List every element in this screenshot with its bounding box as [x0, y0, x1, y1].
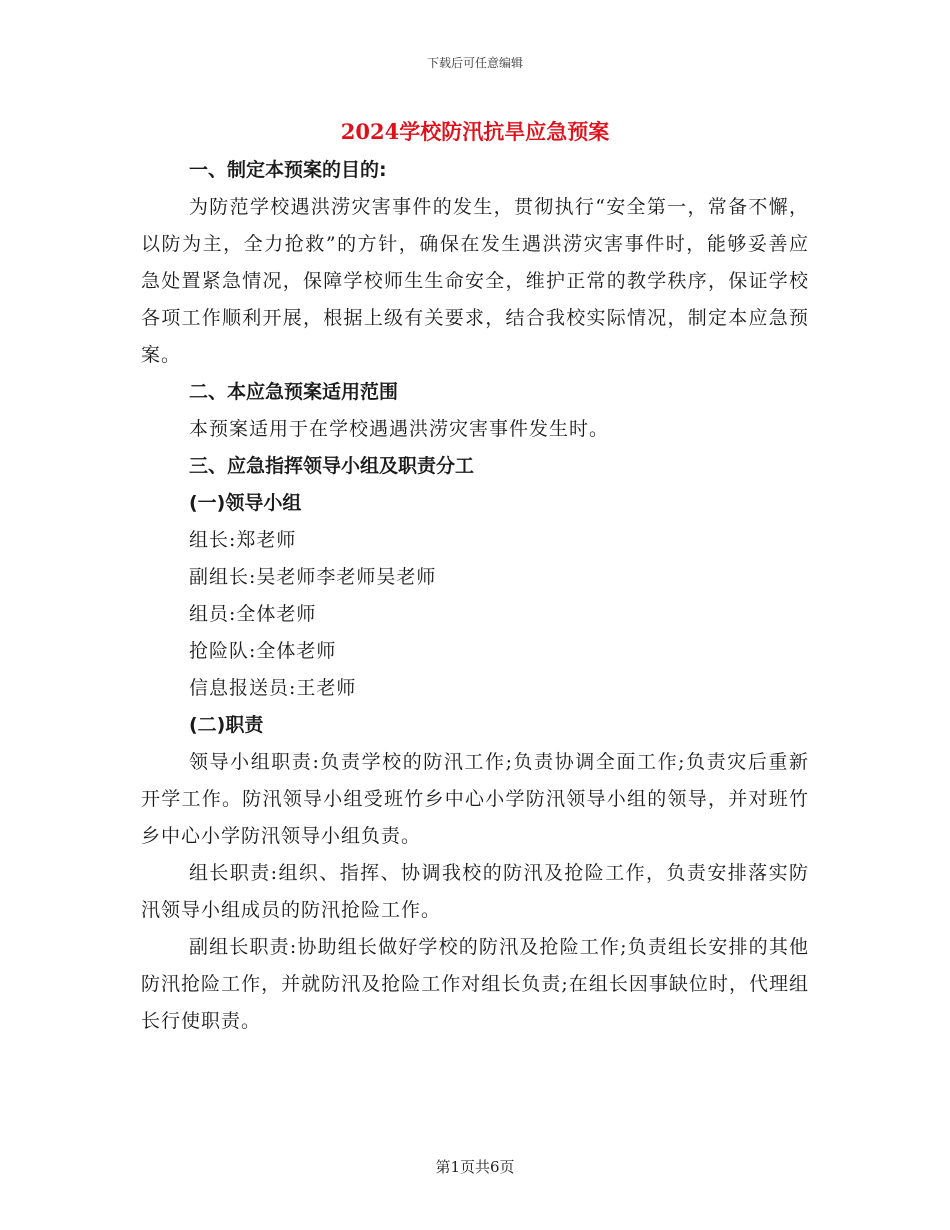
section-heading-command: 三、应急指挥领导小组及职责分工: [189, 455, 475, 477]
duty-paragraph: 领导小组职责:负责学校的防汛工作;负责协调全面工作;负责灾后重新开学工作。防汛领导小组受班竹乡中心小学防汛领导小组的领导，并对班竹乡中心小学防汛领导小组负责。: [141, 751, 809, 847]
member-line: 副组长:吴老师李老师吴老师: [189, 566, 437, 588]
section-heading-scope: 二、本应急预案适用范围: [189, 381, 399, 403]
member-line: 信息报送员:王老师: [189, 677, 357, 699]
duty-paragraph: 副组长职责:协助组长做好学校的防汛及抢险工作;负责组长安排的其他防汛抢险工作，并就防汛及抢险工作对组长负责;在组长因事缺位时，代理组长行使职责。: [141, 936, 809, 1032]
document-title: 2024学校防汛抗旱应急预案: [340, 119, 610, 144]
duty-paragraph: 组长职责:组织、指挥、协调我校的防汛及抢险工作，负责安排落实防汛领导小组成员的防汛抢险工作。: [141, 862, 809, 921]
page-footer: 第1页共6页: [435, 1158, 515, 1176]
member-line: 抢险队:全体老师: [189, 640, 337, 662]
paragraph-scope: 本预案适用于在学校遇遇洪涝灾害事件发生时。: [189, 418, 610, 440]
subsection-heading-duties: (二)职责: [189, 714, 264, 736]
document-body: [141, 152, 809, 1040]
subsection-heading-leadership: (一)领导小组: [189, 492, 302, 514]
paragraph-purpose: 为防范学校遇洪涝灾害事件的发生，贯彻执行“安全第一，常备不懈，以防为主，全力抢救”的方针，确保在发生遇洪涝灾害事件时，能够妥善应急处置紧急情况，保障学校师生生命安全，维护正常的教学秩序，保证学校各项工作顺利开展，根据上级有关要求，结合我校实际情况，制定本应急预案。: [141, 196, 809, 366]
header-note: 下载后可任意编辑: [426, 56, 523, 70]
member-line: 组长:郑老师: [189, 529, 297, 551]
member-line: 组员:全体老师: [189, 603, 317, 625]
section-heading-purpose: 一、制定本预案的目的:: [189, 159, 387, 181]
